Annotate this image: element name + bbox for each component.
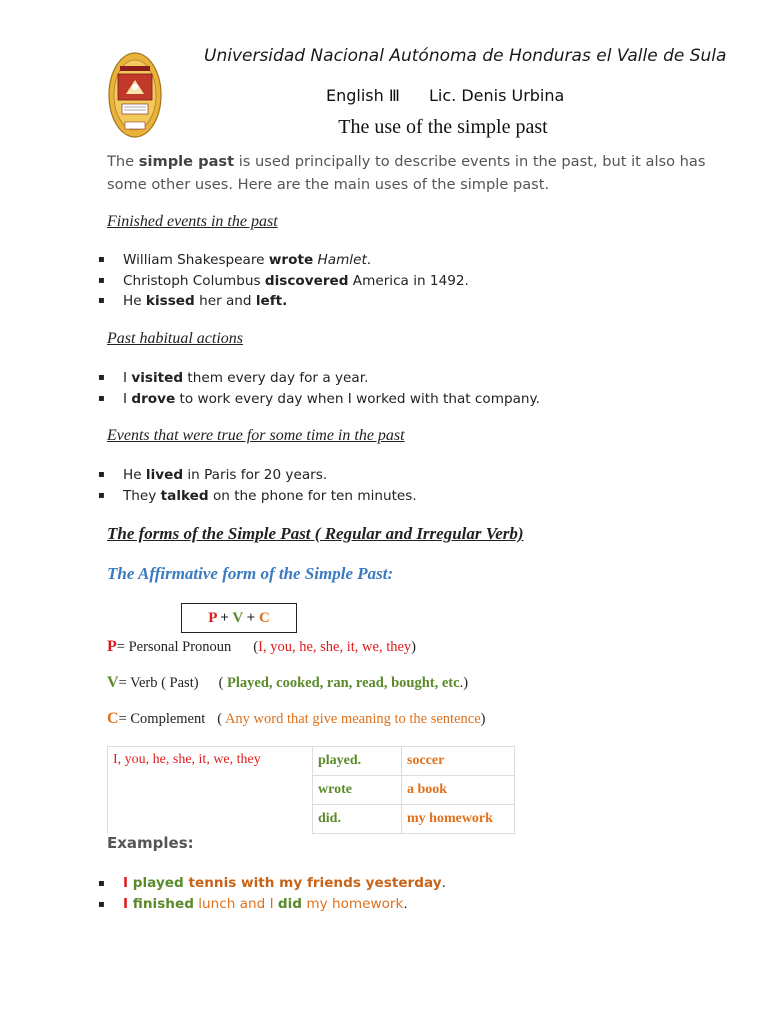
list-item: ▪ I visited them every day for a year. bbox=[98, 370, 369, 386]
examples-heading: Examples: bbox=[107, 834, 194, 852]
table-complement-cell: a book bbox=[402, 776, 515, 805]
forms-heading: The forms of the Simple Past ( Regular and Irregular Verb) bbox=[107, 524, 524, 543]
section-heading-true-events: Events that were true for some time in the past bbox=[107, 427, 405, 444]
formula-box: P + V + C bbox=[181, 603, 297, 633]
examples-table bbox=[107, 746, 515, 834]
table-complement-cell: soccer bbox=[402, 747, 515, 776]
list-item: ▪ I drove to work every day when I worked with that company. bbox=[98, 390, 540, 407]
section-heading-finished-events: Finished events in the past bbox=[107, 213, 278, 230]
list-item: ▪ He lived in Paris for 20 years. bbox=[98, 467, 328, 483]
table-verb-cell: played. bbox=[313, 747, 402, 776]
definition-v: V= Verb ( Past) ( Played, cooked, ran, read, bought, etc.) bbox=[107, 674, 469, 691]
table-verb-cell: did. bbox=[313, 805, 402, 834]
table-row bbox=[108, 747, 515, 776]
professor-name: Lic. Denis Urbina bbox=[428, 86, 565, 105]
section-heading-habitual-actions: Past habitual actions bbox=[107, 330, 243, 347]
course-name: English Ⅲ bbox=[326, 86, 400, 105]
bullet-list-true-events bbox=[98, 465, 417, 506]
definition-c: C= Complement ( Any word that give meaning to the sentence) bbox=[107, 710, 486, 727]
table-complement-cell: my homework bbox=[402, 805, 515, 834]
bullet-list-habitual-actions bbox=[98, 368, 540, 409]
table-verb-cell: wrote bbox=[313, 776, 402, 805]
list-item: ▪ I finished lunch and I did my homework. bbox=[98, 896, 408, 912]
list-item: ▪ He kissed her and left. bbox=[98, 293, 288, 309]
intro-paragraph: The simple past is used principally to describe events in the past, but it also has some other uses. Here are the main uses of the simple past. bbox=[107, 153, 706, 193]
list-item: ▪ William Shakespeare wrote Hamlet. bbox=[98, 252, 372, 268]
bullet-list-finished-events bbox=[98, 250, 469, 312]
definition-p: P= Personal Pronoun (I, you, he, she, it, we, they) bbox=[107, 638, 417, 655]
affirmative-heading: The Affirmative form of the Simple Past: bbox=[107, 564, 394, 583]
page-title: The use of the simple past bbox=[338, 116, 548, 138]
list-item: ▪ Christoph Columbus discovered America in 1492. bbox=[98, 272, 469, 289]
university-name: Universidad Nacional Autónoma de Honduras el Valle de Sula bbox=[204, 46, 727, 66]
table-pronouns-cell: I, you, he, she, it, we, they bbox=[108, 747, 313, 834]
course-line bbox=[326, 86, 564, 105]
list-item: ▪ They talked on the phone for ten minutes. bbox=[98, 487, 417, 504]
examples-list bbox=[98, 873, 446, 915]
list-item: ▪ I played tennis with my friends yesterday. bbox=[98, 875, 446, 891]
intro-bold: simple past bbox=[138, 153, 235, 170]
